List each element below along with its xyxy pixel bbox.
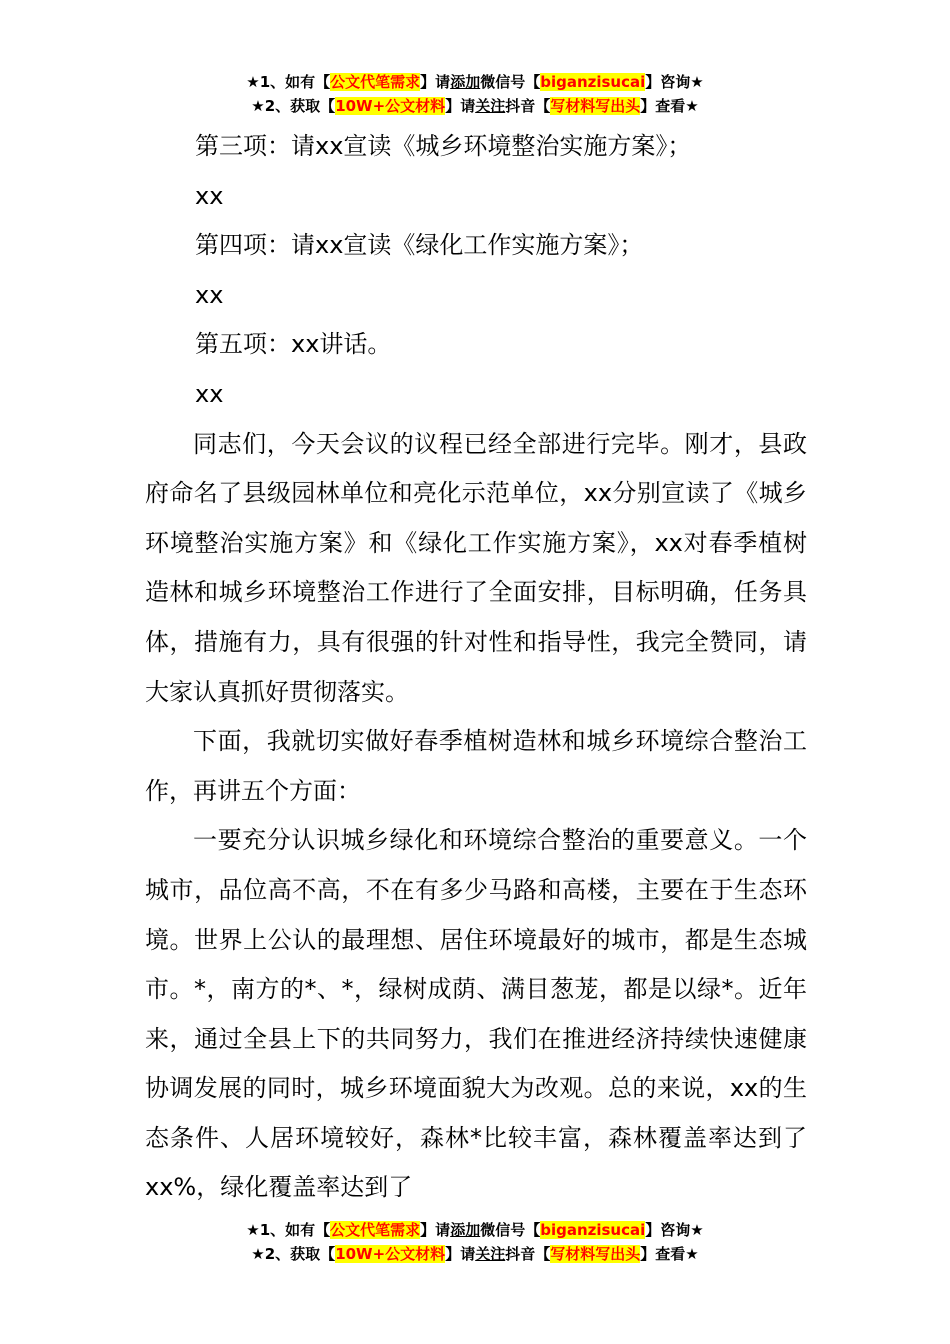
banner-highlight: 公文代笔需求 — [330, 73, 421, 91]
paragraph: 下面，我就切实做好春季植树造林和城乡环境综合整治工作，再讲五个方面： — [145, 727, 807, 805]
banner-line-1: ★1、如有【公文代笔需求】请添加微信号【biganzisucai】咨询★ — [246, 1221, 704, 1239]
footer-banner — [0, 1218, 950, 1266]
paragraph: 第三项：请xx宣读《城乡环境整治实施方案》； — [195, 132, 692, 160]
banner-underline: 添加 — [450, 1221, 481, 1239]
paragraph: xx — [195, 181, 224, 210]
banner-line-1: ★1、如有【公文代笔需求】请添加微信号【biganzisucai】咨询★ — [246, 73, 704, 91]
paragraph: 第五项：xx讲话。 — [195, 330, 392, 359]
document-body — [145, 122, 807, 1213]
banner-line-2: ★2、获取【10W+公文材料】请关注抖音【写材料写出头】查看★ — [251, 97, 699, 115]
banner-highlight: 公文代笔需求 — [330, 1221, 421, 1239]
banner-highlight: 写材料写出头 — [550, 1245, 641, 1263]
paragraph: xx — [195, 280, 224, 309]
banner-highlight: 10W+公文材料 — [335, 97, 446, 115]
banner-line-2: ★2、获取【10W+公文材料】请关注抖音【写材料写出头】查看★ — [251, 1245, 699, 1263]
banner-highlight: 10W+公文材料 — [335, 1245, 446, 1263]
banner-underline: 添加 — [450, 73, 481, 91]
paragraph: xx — [195, 379, 224, 408]
header-banner — [0, 70, 950, 118]
banner-underline: 关注 — [475, 97, 506, 115]
banner-highlight: biganzisucai — [540, 1221, 646, 1239]
paragraph: 同志们，今天会议的议程已经全部进行完毕。刚才，县政府命名了县级园林单位和亮化示范单位，xx分别宣读了《城乡环境整治实施方案》和《绿化工作实施方案》，xx对春季植树造林和城乡环境整治工作进行了全面安排，目标明确，任务具体，措施有力，具有很强的针对性和指导性，我完全赞同，请大家认真抓好贯彻落实。 — [145, 429, 807, 706]
paragraph: 第四项：请xx宣读《绿化工作实施方案》； — [195, 231, 644, 260]
banner-highlight: 写材料写出头 — [550, 97, 641, 115]
banner-highlight: biganzisucai — [540, 73, 646, 91]
paragraph: 一要充分认识城乡绿化和环境综合整治的重要意义。一个城市，品位高不高，不在有多少马路和高楼，主要在于生态环境。世界上公认的最理想、居住环境最好的城市，都是生态城市。*，南方的*、*，绿树成荫、满目葱茏，都是以绿*。近年来，通过全县上下的共同努力，我们在推进经济持续快速健康协调发展的同时，城乡环境面貌大为改观。总的来说，xx的生态条件、人居环境较好，森林*比较丰富，森林覆盖率达到了xx%，绿化覆盖率达到了 — [145, 826, 807, 1202]
banner-underline: 关注 — [475, 1245, 506, 1263]
